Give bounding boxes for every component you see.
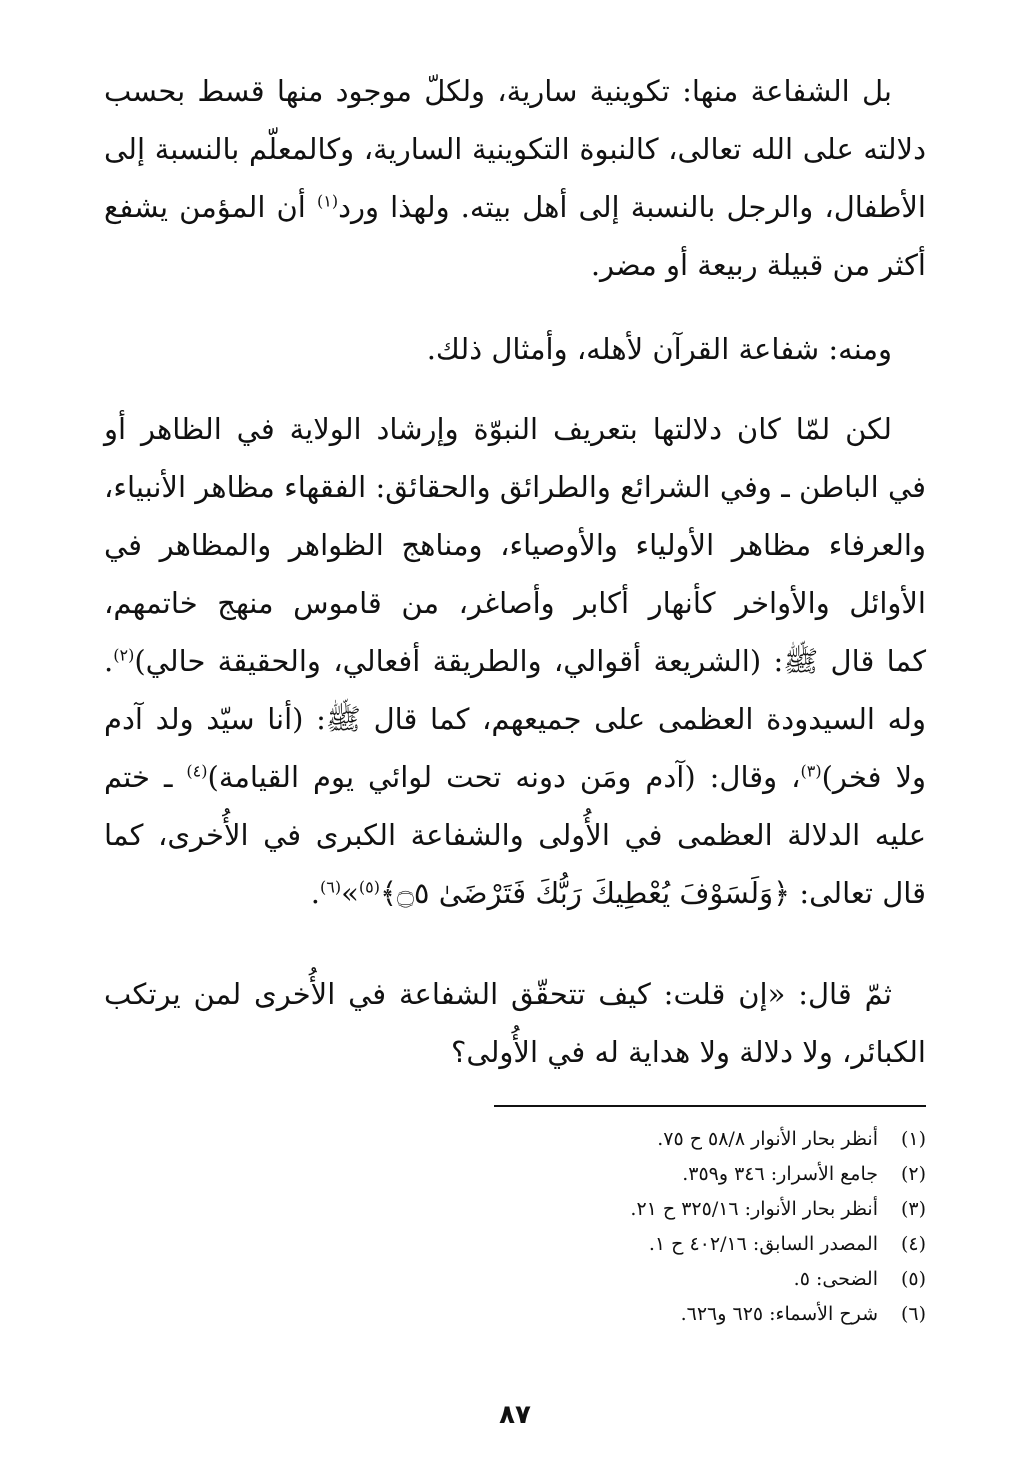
footnote-number: (١) [900, 1128, 926, 1150]
footnote-text: شرح الأسماء: ٦٢٥ و٦٢٦. [680, 1303, 878, 1325]
text-line: بل الشفاعة منها: تكوينية سارية، ولكلّ موجود منها قسط بحسب [104, 74, 892, 108]
text-line: لكن لمّا كان دلالتها بتعريف النبوّة وإرشاد الولاية في الظاهر أو [104, 412, 892, 446]
paragraph-4 [104, 965, 926, 1081]
footnote-ref[interactable]: (٥) [358, 877, 380, 897]
text-line [104, 748, 926, 806]
text-line: وله السيدودة العظمى على جميعهم، كما قال ﷺ: (أنا سيّد ولد آدم [104, 702, 926, 736]
text-line: الأوائل والأواخر كأنهار أكابر وأصاغر، من قاموس منهج خاتمهم، [104, 586, 926, 620]
footnote-text: المصدر السابق: ٤٠٢/١٦ ح ١. [648, 1233, 878, 1255]
text-line: في الباطن ـ وفي الشرائع والطرائق والحقائق: الفقهاء مظاهر الأنبياء، [104, 470, 926, 504]
text-segment: كما قال ﷺ: (الشريعة أقوالي، والطريقة أفعالي، والحقيقة حالي) [134, 644, 926, 678]
page-number: ٨٧ [499, 1400, 531, 1430]
text-segment: أن المؤمن يشفع [104, 190, 317, 224]
text-line: أكثر من قبيلة ربيعة أو مضر. [590, 248, 926, 282]
text-line: والعرفاء مظاهر الأولياء والأوصياء، ومناهج الظواهر والمظاهر في [104, 528, 926, 562]
footnote-number: (٦) [900, 1303, 926, 1325]
footnote-item [426, 1227, 926, 1262]
footnote-item [426, 1122, 926, 1157]
paragraph-1 [104, 62, 926, 294]
text-line [104, 178, 926, 236]
footnote-ref[interactable]: (٦) [320, 877, 342, 897]
footnote-number: (٥) [900, 1268, 926, 1290]
text-line: الكبائر، ولا دلالة ولا هداية له في الأُولى؟ [451, 1035, 926, 1069]
footnote-text: الضحى: ٥. [793, 1268, 878, 1290]
footnote-number: (٤) [900, 1233, 926, 1255]
footnote-text: أنظر بحار الأنوار ٥٨/٨ ح ٧٥. [657, 1128, 878, 1150]
text-line: ومنه: شفاعة القرآن لأهله، وأمثال ذلك. [426, 332, 892, 366]
text-line: ثمّ قال: «إن قلت: كيف تتحقّق الشفاعة في الأُخرى لمن يرتكب [104, 977, 892, 1011]
footnote-ref[interactable]: (٣) [800, 761, 822, 781]
text-line: دلالته على الله تعالى، كالنبوة التكوينية السارية، وكالمعلّم بالنسبة إلى [104, 132, 926, 166]
footnote-ref[interactable]: (١) [316, 191, 339, 211]
text-line: عليه الدلالة العظمى في الأُولى والشفاعة الكبرى في الأُخرى، كما [104, 818, 926, 852]
quran-verse: قال تعالى: ﴿وَلَسَوْفَ يُعْطِيكَ رَبُّكَ فَتَرْضَىٰ ۝٥﴾ [379, 876, 926, 910]
footnote-ref[interactable]: (٤) [186, 761, 208, 781]
footnote-item [426, 1192, 926, 1227]
footnote-item [426, 1157, 926, 1192]
footnote-number: (٢) [900, 1163, 926, 1185]
footnote-item [426, 1262, 926, 1297]
footnote-text: أنظر بحار الأنوار: ٣٢٥/١٦ ح ٢١. [630, 1198, 878, 1220]
footnote-ref[interactable]: (٢) [113, 645, 135, 665]
footnote-text: جامع الأسرار: ٣٤٦ و٣٥٩. [682, 1163, 878, 1185]
paragraph-3 [104, 400, 926, 922]
text-segment: الأطفال، والرجل بالنسبة إلى أهل بيته. ولهذا ورد [338, 190, 926, 224]
text-segment: » [341, 876, 359, 910]
footnote-number: (٣) [900, 1198, 926, 1220]
footnotes-list [426, 1122, 926, 1332]
text-segment: . [310, 876, 320, 910]
text-segment: ـ ختم [104, 760, 187, 794]
text-segment: ولا فخر) [821, 760, 926, 794]
text-line: كما قال ﷺ: (الشريعة أقوالي، والطريقة أفعالي، والحقيقة حالي)$^{(٢)}$. [104, 644, 926, 678]
footnote-item [426, 1297, 926, 1332]
text-segment: ، وقال: (آدم ومَن دونه تحت لوائي يوم القيامة) [207, 760, 801, 794]
paragraph-2 [104, 320, 926, 378]
text-line [104, 864, 926, 922]
footnote-divider [494, 1105, 926, 1107]
